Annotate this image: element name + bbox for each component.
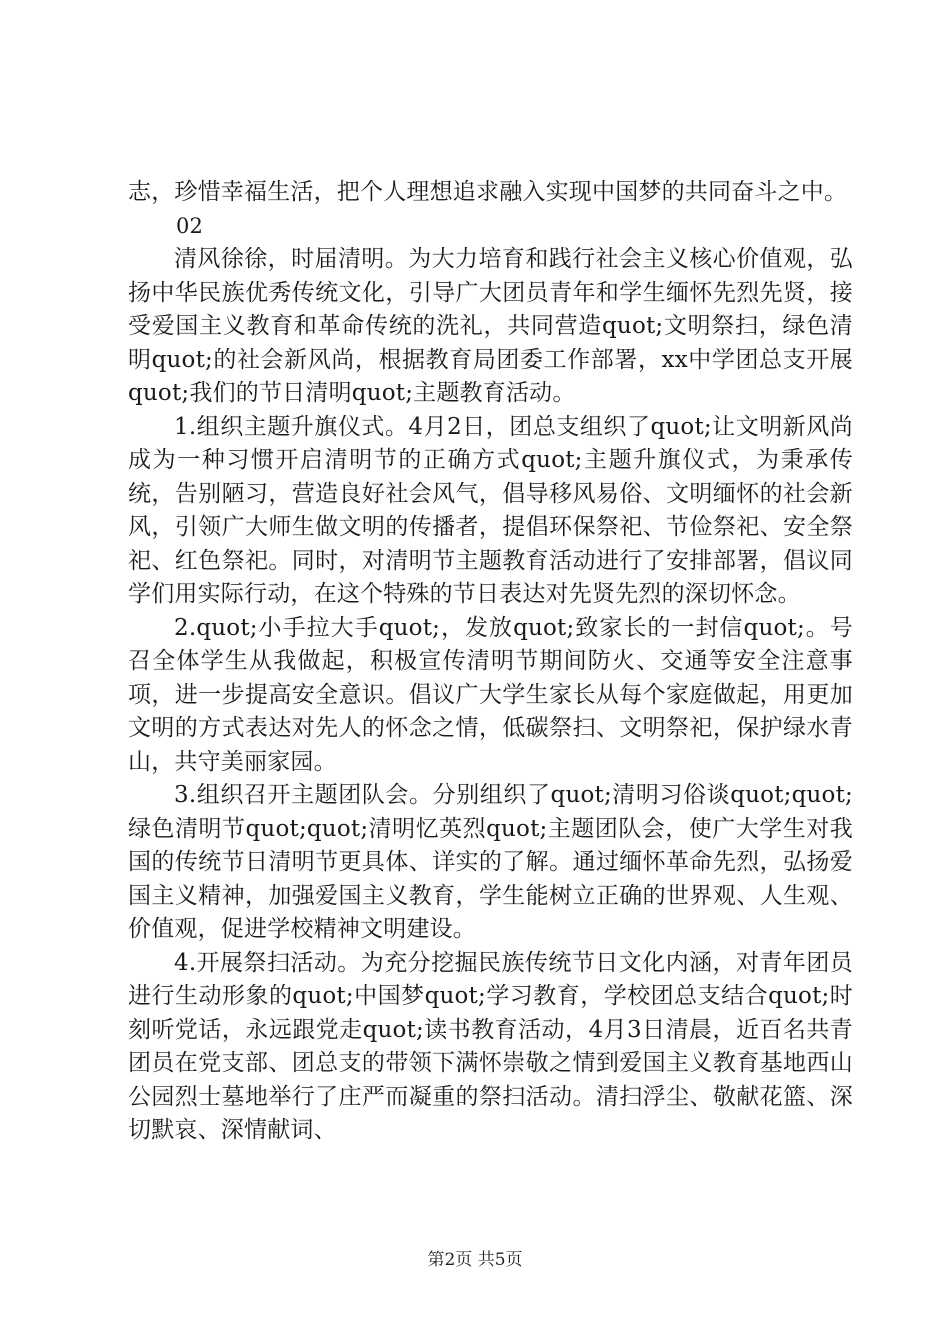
section-number: 02 — [176, 213, 204, 238]
paragraph-continuation: 志，珍惜幸福生活，把个人理想追求融入实现中国梦的共同奋斗之中。 — [128, 179, 848, 205]
paragraph-item-3: 3.组织召开主题团队会。分别组织了quot;清明习俗谈quot;quot;绿色清明节quot;quot;清明忆英烈quot;主题团队会，使广大学生对我国的传统节日清明节更具体、详实的了解。通过缅怀革命先烈，弘扬爱国主义精神，加强爱国主义教育，学生能树立正确的世界观、人生观、价值观，促进学校精神文明建设。 — [128, 782, 853, 942]
document-body — [128, 176, 853, 1148]
page-footer: 第2页 共5页 — [427, 1250, 523, 1270]
paragraph-item-4: 4.开展祭扫活动。为充分挖掘民族传统节日文化内涵，对青年团员进行生动形象的quot;中国梦quot;学习教育，学校团总支结合quot;时刻听党话，永远跟党走quot;读书教育活动，4月3日清晨，近百名共青团员在党支部、团总支的带领下满怀崇敬之情到爱国主义教育基地西山公园烈士墓地举行了庄严而凝重的祭扫活动。清扫浮尘、敬献花篮、深切默哀、深情献词、 — [128, 949, 853, 1143]
paragraph-item-2: 2.quot;小手拉大手quot;，发放quot;致家长的一封信quot;。号召全体学生从我做起，积极宣传清明节期间防火、交通等安全注意事项，进一步提高安全意识。倡议广大学生家长从每个家庭做起，用更加文明的方式表达对先人的怀念之情，低碳祭扫、文明祭祀，保护绿水青山，共守美丽家园。 — [128, 614, 853, 775]
paragraph-intro: 清风徐徐，时届清明。为大力培育和践行社会主义核心价值观，弘扬中华民族优秀传统文化，引导广大团员青年和学生缅怀先烈先贤，接受爱国主义教育和革命传统的洗礼，共同营造quot;文明祭扫，绿色清明quot;的社会新风尚，根据教育局团委工作部署，xx中学团总支开展quot;我们的节日清明quot;主题教育活动。 — [128, 246, 853, 406]
paragraph-item-1: 1.组织主题升旗仪式。4月2日，团总支组织了quot;让文明新风尚成为一种习惯开启清明节的正确方式quot;主题升旗仪式，为秉承传统，告别陋习，营造良好社会风气，倡导移风易俗、文明缅怀的社会新风，引领广大师生做文明的传播者，提倡环保祭祀、节俭祭祀、安全祭祀、红色祭祀。同时，对清明节主题教育活动进行了安排部署，倡议同学们用实际行动，在这个特殊的节日表达对先贤先烈的深切怀念。 — [128, 413, 853, 607]
